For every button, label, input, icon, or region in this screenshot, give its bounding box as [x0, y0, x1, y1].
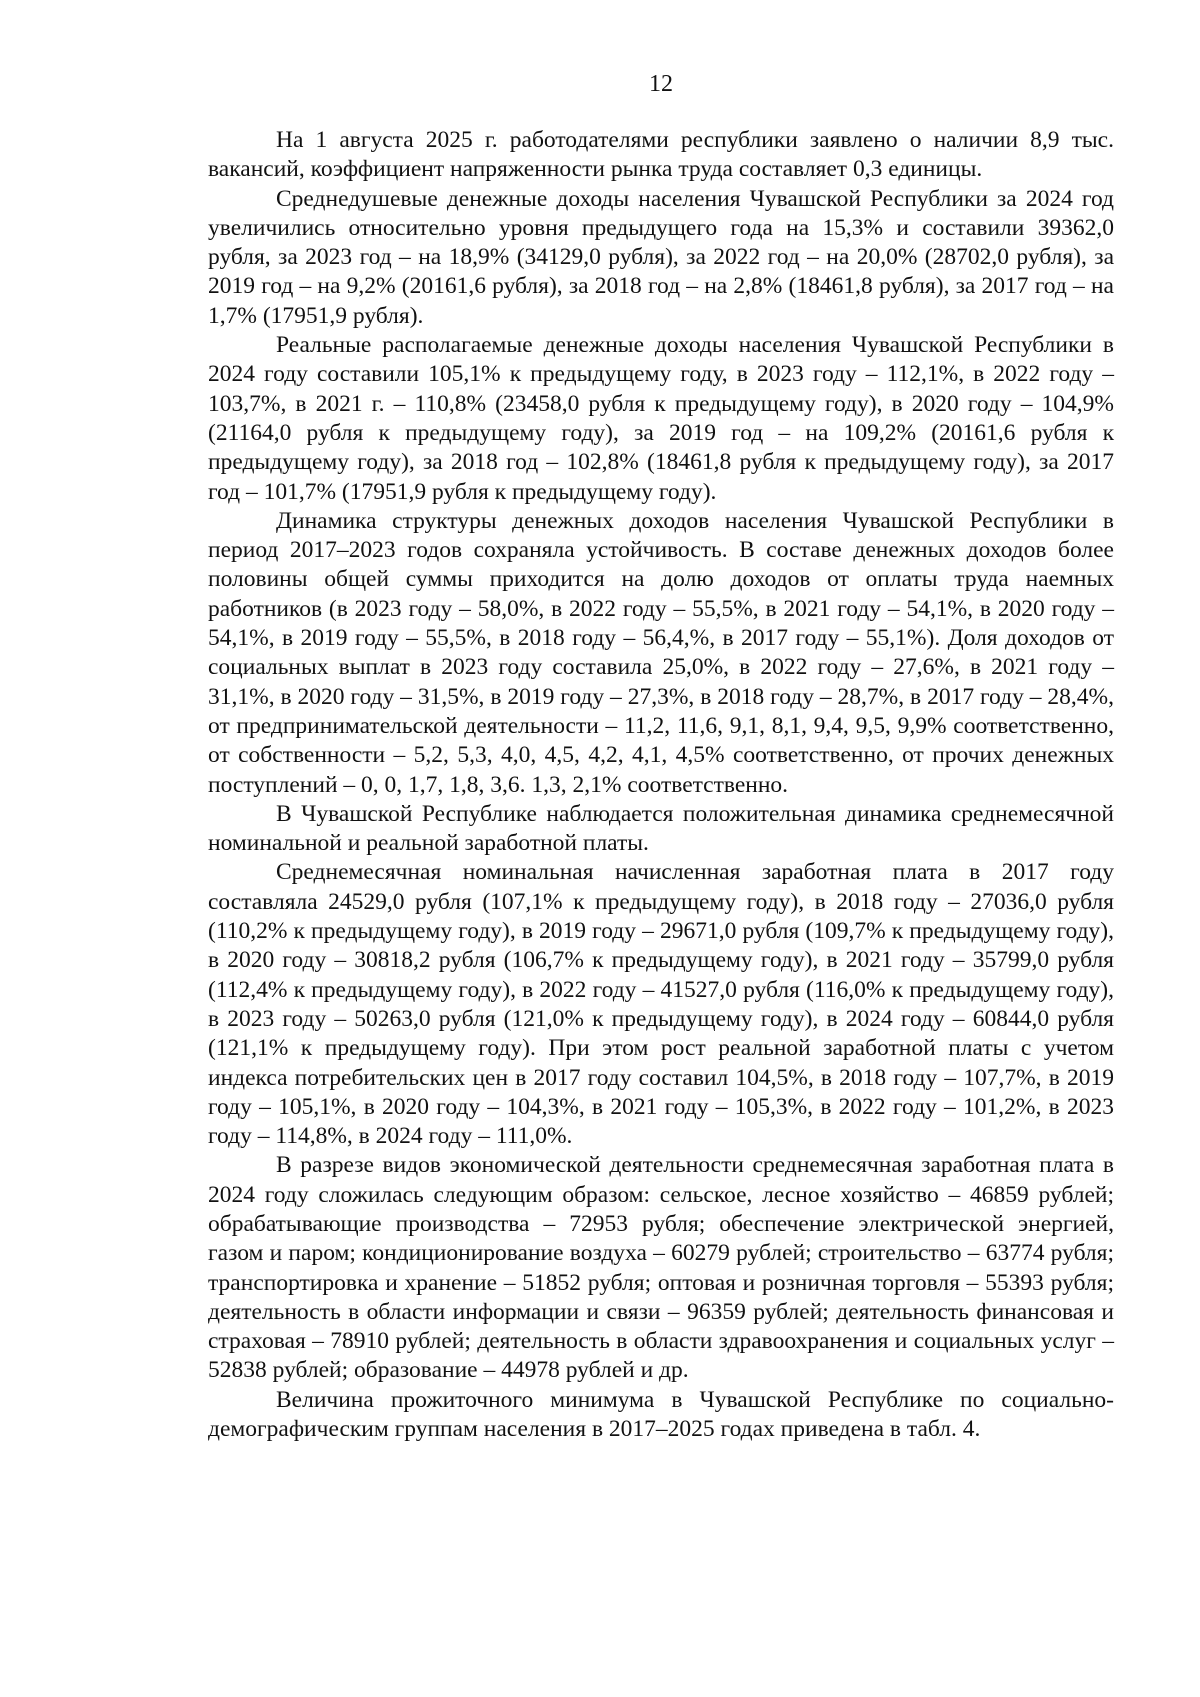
paragraph-per-capita-income: Среднедушевые денежные доходы населения Чувашской Республики за 2024 год увеличились относительно уровня предыдущего года на 15,3% и составили 39362,0 рубля, за 2023 год – на 18,9% (34129,0 рубля), за 2022 год – на 20,0% (28702,0 рубля), за 2019 год – на 9,2% (20161,6 рубля), за 2018 год – на 2,8% (18461,8 рубля), за 2017 год – на 1,7% (17951,9 рубля).: [208, 185, 1114, 329]
page-number: 12: [649, 71, 673, 97]
document-body: [208, 126, 1114, 1444]
paragraph-nominal-wage: Среднемесячная номинальная начисленная заработная плата в 2017 году составляла 24529,0 рубля (107,1% к предыдущему году), в 2018 году – 27036,0 рубля (110,2% к предыдущему году), в 2019 году – 29671,0 рубля (109,7% к предыдущему году), в 2020 году – 30818,2 рубля (106,7% к предыдущему году), в 2021 году – 35799,0 рубля (112,4% к предыдущему году), в 2022 году – 41527,0 рубля (116,0% к предыдущему году), в 2023 году – 50263,0 рубля (121,0% к предыдущему году), в 2024 году – 60844,0 рубля (121,1% к предыдущему году). При этом рост реальной заработной платы с учетом индекса потребительских цен в 2017 году составил 104,5%, в 2018 году – 107,7%, в 2019 году – 105,1%, в 2020 году – 104,3%, в 2021 году – 105,3%, в 2022 году – 101,2%, в 2023 году – 114,8%, в 2024 году – 111,0%.: [208, 859, 1114, 1150]
paragraph-real-disposable-income: Реальные располагаемые денежные доходы населения Чувашской Республики в 2024 году составили 105,1% к предыдущему году, в 2023 году – 112,1%, в 2022 году – 103,7%, в 2021 г. – 110,8% (23458,0 рубля к предыдущему году), в 2020 году – 104,9% (21164,0 рубля к предыдущему году), за 2019 год – на 109,2% (20161,6 рубля к предыдущему году), за 2018 год – 102,8% (18461,8 рубля к предыдущему году), за 2017 год – 101,7% (17951,9 рубля к предыдущему году).: [208, 332, 1114, 505]
paragraph-income-structure: Динамика структуры денежных доходов населения Чувашской Республики в период 2017–2023 годов сохраняла устойчивость. В составе денежных доходов более половины общей суммы приходится на долю доходов от оплаты труда наемных работников (в 2023 году – 58,0%, в 2022 году – 55,5%, в 2021 году – 54,1%, в 2020 году – 54,1%, в 2019 году – 55,5%, в 2018 году – 56,4,%, в 2017 году – 55,1%). Доля доходов от социальных выплат в 2023 году составила 25,0%, в 2022 году – 27,6%, в 2021 году – 31,1%, в 2020 году – 31,5%, в 2019 году – 27,3%, в 2018 году – 28,7%, в 2017 году – 28,4%, от предпринимательской деятельности – 11,2, 11,6, 9,1, 8,1, 9,4, 9,5, 9,9% соответственно, от собственности – 5,2, 5,3, 4,0, 4,5, 4,2, 4,1, 4,5% соответственно, от прочих денежных поступлений – 0, 0, 1,7, 1,8, 3,6. 1,3, 2,1% соответственно.: [208, 507, 1114, 798]
paragraph-vacancies: На 1 августа 2025 г. работодателями республики заявлено о наличии 8,9 тыс. вакансий, коэффициент напряженности рынка труда составляет 0,3 единицы.: [208, 127, 1114, 183]
paragraph-subsistence-minimum: Величина прожиточного минимума в Чувашской Республике по социально-демографическим группам населения в 2017–2025 годах приведена в табл. 4.: [208, 1386, 1114, 1443]
paragraph-wage-dynamics: В Чувашской Республике наблюдается положительная динамика среднемесячной номинальной и реальной заработной платы.: [208, 800, 1114, 857]
paragraph-wage-by-activity: В разрезе видов экономической деятельности среднемесячная заработная плата в 2024 году сложилась следующим образом: сельское, лесное хозяйство – 46859 рублей; обрабатывающие производства – 72953 рубля; обеспечение электрической энергией, газом и паром; кондиционирование воздуха – 60279 рублей; строительство – 63774 рубля; транспортировка и хранение – 51852 рубля; оптовая и розничная торговля – 55393 рубля; деятельность в области информации и связи – 96359 рублей; деятельность финансовая и страховая – 78910 рублей; деятельность в области здравоохранения и социальных услуг – 52838 рублей; образование – 44978 рублей и др.: [208, 1152, 1114, 1384]
